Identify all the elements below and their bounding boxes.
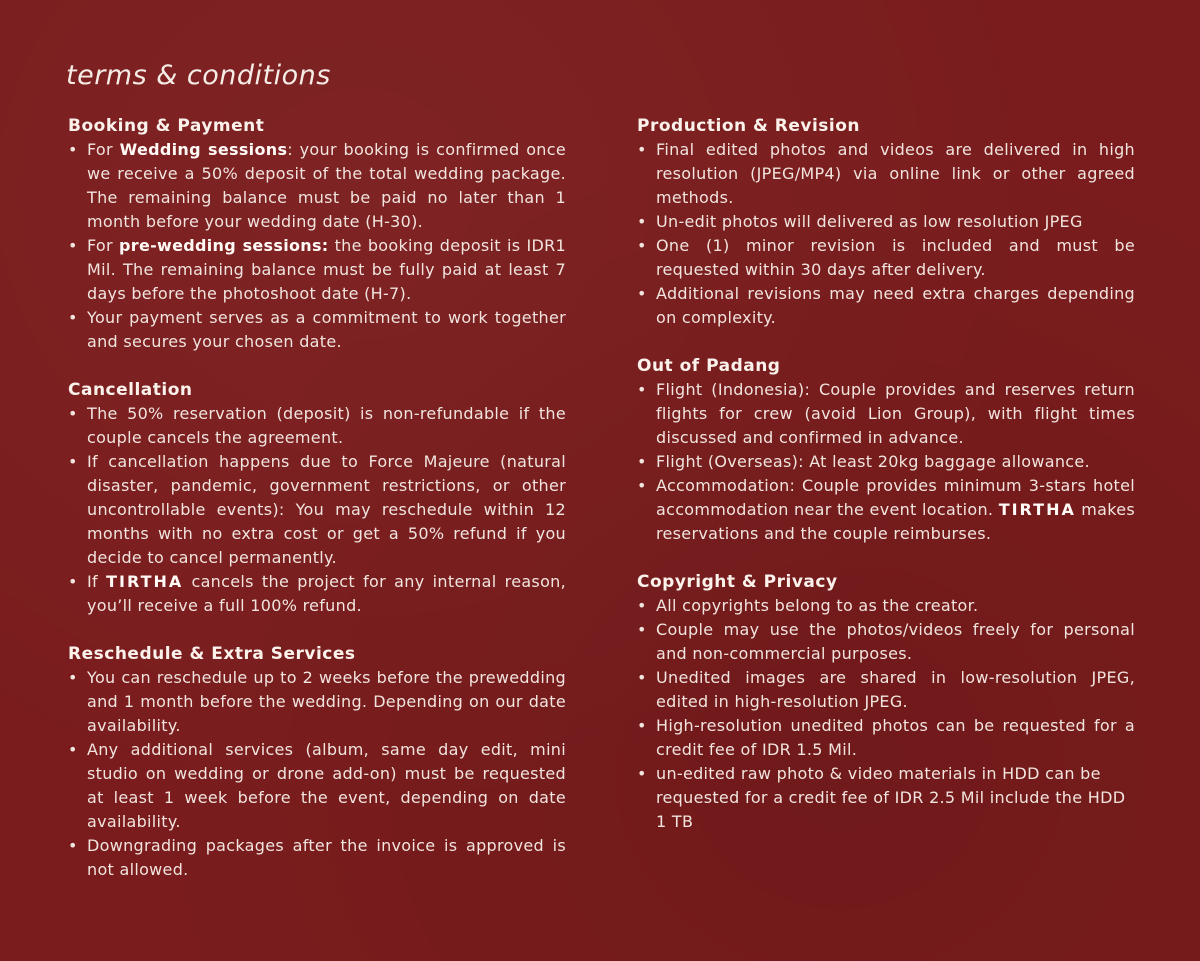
section-out-of-padang [637, 354, 1135, 546]
list-item: • Flight (Indonesia): Couple provides and reserves return flights for crew (avoid Lion Group), with flight times discussed and confirmed in advance. [637, 378, 1135, 450]
booking-list [68, 138, 566, 354]
section-title: Cancellation [68, 380, 193, 400]
brand-name: TIRTHA [106, 572, 184, 591]
list-item: • Your payment serves as a commitment to work together and secures your chosen date. [68, 306, 566, 354]
section-title: Booking & Payment [68, 116, 265, 136]
list-item: • High-resolution unedited photos can be requested for a credit fee of IDR 1.5 Mil. [637, 714, 1135, 762]
list-item [637, 474, 1135, 546]
list-item: • The 50% reservation (deposit) is non-refundable if the couple cancels the agreement. [68, 402, 566, 450]
list-item [68, 234, 566, 306]
item-bold-text: pre-wedding sessions: [119, 236, 329, 255]
list-item [68, 570, 566, 618]
section-title: Out of Padang [637, 356, 781, 376]
item-text: Accommodation: Couple provides minimum 3-stars hotel accommodation near the event location. [656, 476, 1135, 519]
list-item: • If cancellation happens due to Force Majeure (natural disaster, pandemic, government restrictions, or other uncontrollable events): You may reschedule within 12 months with no extra cost or get a 50% refund if you decide to cancel permanently. [68, 450, 566, 570]
section-production-revision [637, 114, 1135, 330]
section-copyright-privacy [637, 570, 1135, 834]
section-reschedule [68, 642, 566, 882]
list-item: • Un-edit photos will delivered as low resolution JPEG [637, 210, 1135, 234]
item-bold-text: Wedding sessions [119, 140, 288, 159]
right-column [637, 114, 1135, 858]
list-item: • One (1) minor revision is included and must be requested within 30 days after delivery. [637, 234, 1135, 282]
list-item: • Couple may use the photos/videos freely for personal and non-commercial purposes. [637, 618, 1135, 666]
cancellation-list [68, 402, 566, 618]
list-item: • You can reschedule up to 2 weeks before the prewedding and 1 month before the wedding. Depending on our date availability. [68, 666, 566, 738]
section-title: Copyright & Privacy [637, 572, 838, 592]
item-text: : your booking is confirmed once we receive a 50% deposit of the total wedding package. The remaining balance must be paid no later than 1 month before your wedding date (H-30). [87, 140, 566, 231]
brand-name: TIRTHA [998, 500, 1076, 519]
production-list [637, 138, 1135, 330]
section-booking-payment [68, 114, 566, 354]
list-item: • Flight (Overseas): At least 20kg baggage allowance. [637, 450, 1135, 474]
item-text: If [87, 572, 107, 591]
list-item: • Downgrading packages after the invoice is approved is not allowed. [68, 834, 566, 882]
list-item: • Unedited images are shared in low-resolution JPEG, edited in high-resolution JPEG. [637, 666, 1135, 714]
item-text: cancels the project for any internal reason, you’ll receive a full 100% refund. [87, 572, 566, 615]
list-item: • Additional revisions may need extra charges depending on complexity. [637, 282, 1135, 330]
list-item [68, 138, 566, 234]
item-text: the booking deposit is IDR1 Mil. The remaining balance must be fully paid at least 7 days before the photoshoot date (H-7). [87, 236, 566, 303]
list-item: • All copyrights belong to as the creator. [637, 594, 1135, 618]
section-title: Production & Revision [637, 116, 861, 136]
list-item: • Final edited photos and videos are delivered in high resolution (JPEG/MP4) via online link or other agreed methods. [637, 138, 1135, 210]
copyright-list [637, 594, 1135, 834]
list-item: • un-edited raw photo & video materials in HDD can be requested for a credit fee of IDR 2.5 Mil include the HDD 1 TB [637, 762, 1135, 834]
left-column [68, 114, 566, 906]
item-text: For [87, 236, 119, 255]
list-item: • Any additional services (album, same day edit, mini studio on wedding or drone add-on) must be requested at least 1 week before the event, depending on date availability. [68, 738, 566, 834]
item-text: makes reservations and the couple reimburses. [656, 500, 1136, 543]
reschedule-list [68, 666, 566, 882]
page-title: terms & conditions [66, 60, 331, 91]
padang-list [637, 378, 1135, 546]
section-title: Reschedule & Extra Services [68, 644, 356, 664]
item-text: For [87, 140, 120, 159]
section-cancellation [68, 378, 566, 618]
